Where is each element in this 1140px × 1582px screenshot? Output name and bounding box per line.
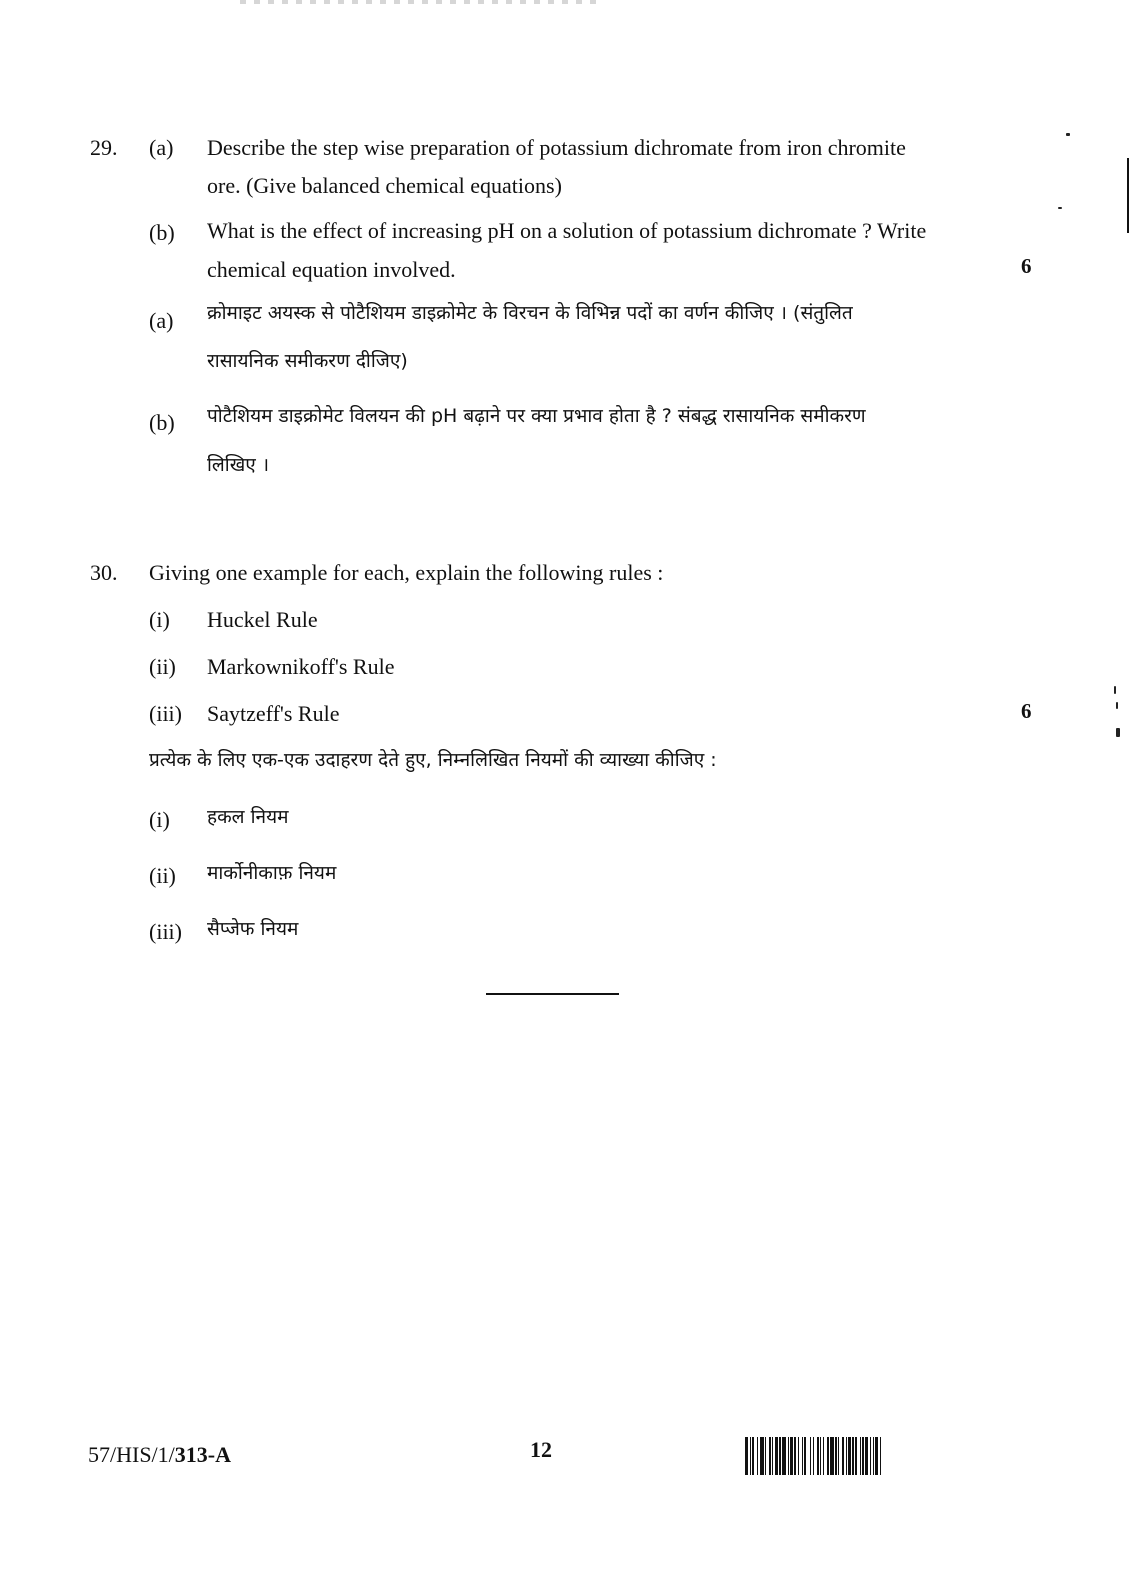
q30-item-label: (iii) <box>149 701 182 726</box>
q29-hindi-a-line1: क्रोमाइट अयस्क से पोटैशियम डाइक्रोमेट के विरचन के विभिन्न पदों का वर्णन कीजिए । (संतुलित <box>207 302 853 324</box>
q30-hindi-item-label: (iii) <box>149 919 182 944</box>
q30-prompt: Giving one example for each, explain the following rules : <box>149 560 664 585</box>
q29-marks: 6 <box>1021 254 1032 278</box>
q30-hindi-item-label: (i) <box>149 807 170 832</box>
q29b-line1: What is the effect of increasing pH on a solution of potassium dichromate ? Write <box>207 218 927 243</box>
barcode-bar <box>881 1437 883 1475</box>
scan-speck <box>1066 133 1070 136</box>
paper-code-prefix: 57/HIS/1/ <box>88 1442 175 1467</box>
paper-code <box>88 1440 231 1470</box>
q29a-line1: Describe the step wise preparation of potassium dichromate from iron chromite <box>207 135 906 160</box>
q30-marks: 6 <box>1021 699 1032 723</box>
q29-hindi-b-label: (b) <box>149 410 175 435</box>
barcode-image <box>745 1437 1041 1475</box>
q30-item-text: Huckel Rule <box>207 607 318 632</box>
scan-margin-line <box>1127 158 1129 233</box>
q30-item-label: (i) <box>149 607 170 632</box>
scan-speck <box>1114 686 1116 694</box>
q30-hindi-item-text: सैप्जेफ नियम <box>207 918 299 940</box>
paper-code-suffix: 313-A <box>174 1442 232 1467</box>
q30-item-label: (ii) <box>149 654 176 679</box>
q29a-line2: ore. (Give balanced chemical equations) <box>207 173 562 198</box>
q30-hindi-item-text: हकल नियम <box>207 806 289 828</box>
q29b-label: (b) <box>149 220 175 245</box>
scan-speck <box>1116 728 1120 737</box>
top-edge-artifact <box>240 0 600 4</box>
q29b-line2: chemical equation involved. <box>207 257 456 282</box>
q30-hindi-prompt: प्रत्येक के लिए एक-एक उदाहरण देते हुए, निम्नलिखित नियमों की व्याख्या कीजिए : <box>149 749 717 771</box>
scan-speck <box>1058 207 1062 209</box>
q30-hindi-item-text: मार्कोनीकाफ़ नियम <box>207 862 337 884</box>
q30-item-text: Saytzeff's Rule <box>207 701 340 726</box>
q29-number: 29. <box>90 135 118 160</box>
q30-hindi-item-label: (ii) <box>149 863 176 888</box>
q29a-label: (a) <box>149 135 174 160</box>
page-number: 12 <box>530 1437 552 1462</box>
q29-hindi-b-line2: लिखिए । <box>207 454 270 476</box>
q29-hindi-a-label: (a) <box>149 308 174 333</box>
q29-hindi-a-line2: रासायनिक समीकरण दीजिए) <box>207 350 408 372</box>
q30-number: 30. <box>90 560 118 585</box>
end-rule <box>486 993 619 995</box>
q30-item-text: Markownikoff's Rule <box>207 654 395 679</box>
scan-speck <box>1116 702 1118 709</box>
q29-hindi-b-line1: पोटैशियम डाइक्रोमेट विलयन की pH बढ़ाने पर क्या प्रभाव होता है ? संबद्ध रासायनिक समीकरण <box>207 405 866 427</box>
